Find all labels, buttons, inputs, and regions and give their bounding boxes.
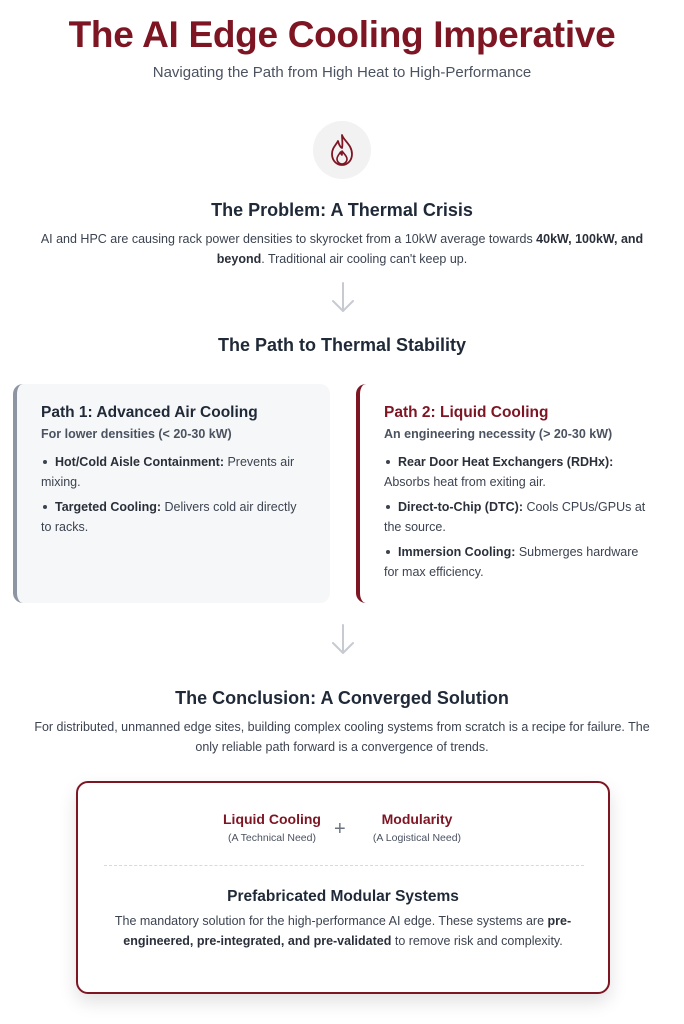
flame-icon — [326, 133, 358, 167]
path-2-subtitle: An engineering necessity (> 20-30 kW) — [384, 427, 613, 441]
problem-text-before: AI and HPC are causing rack power densities to skyrocket from a 10kW average towards — [40, 232, 537, 246]
liquid-cooling-note: (A Technical Need) — [228, 832, 316, 844]
conclusion-text: For distributed, unmanned edge sites, building complex cooling systems from scratch is a recipe for failure. The only reliable path forward is a convergence of trends. — [34, 720, 650, 754]
list-item — [384, 453, 650, 492]
list-item — [41, 498, 308, 537]
list-item-text: Cools CPUs/GPUs at the source. — [384, 500, 646, 534]
problem-text-after: . Traditional air cooling can't keep up. — [261, 252, 468, 266]
solution-desc-before: The mandatory solution for the high-performance AI edge. These systems are — [114, 914, 548, 928]
plus-icon: + — [334, 818, 346, 840]
path-1-subtitle: For lower densities (< 20-30 kW) — [41, 427, 232, 441]
arrow-down-icon — [329, 280, 357, 316]
solution-title: Prefabricated Modular Systems — [227, 888, 459, 905]
modularity-note: (A Logistical Need) — [372, 832, 462, 844]
solution-description — [100, 911, 586, 951]
list-item-bold: Immersion Cooling: — [398, 545, 516, 559]
page-title: The AI Edge Cooling Imperative — [68, 14, 616, 55]
list-item-text: Prevents air mixing. — [41, 455, 295, 489]
modularity-need — [358, 811, 476, 844]
problem-text-bold: 40kW, 100kW, and beyond — [216, 232, 644, 266]
path-2-title: Path 2: Liquid Cooling — [384, 404, 549, 421]
problem-heading: The Problem: A Thermal Crisis — [211, 200, 473, 220]
list-item-bold: Direct-to-Chip (DTC): — [398, 500, 523, 514]
path-heading: The Path to Thermal Stability — [217, 335, 467, 355]
list-item-bold: Rear Door Heat Exchangers (RDHx): — [398, 455, 614, 469]
page-subtitle: Navigating the Path from High Heat to High-Performance — [152, 64, 532, 81]
divider — [104, 865, 584, 866]
liquid-cooling-label: Liquid Cooling — [223, 811, 321, 827]
flame-badge — [313, 121, 371, 179]
conclusion-heading: The Conclusion: A Converged Solution — [175, 688, 509, 708]
list-item — [41, 453, 308, 492]
modularity-label: Modularity — [381, 811, 453, 827]
list-item — [384, 543, 650, 582]
problem-text — [34, 229, 650, 269]
list-item-bold: Hot/Cold Aisle Containment: — [55, 455, 224, 469]
solution-desc-bold: pre-engineered, pre-integrated, and pre-validated — [123, 914, 572, 948]
path-1-title: Path 1: Advanced Air Cooling — [41, 404, 258, 421]
path-1-list — [41, 453, 308, 537]
list-item — [384, 498, 650, 537]
list-item-bold: Targeted Cooling: — [55, 500, 162, 514]
path-2-card — [356, 384, 672, 603]
arrow-down-icon — [329, 622, 357, 658]
list-item-text: Delivers cold air directly to racks. — [41, 500, 297, 534]
solution-desc-after: to remove risk and complexity. — [391, 934, 563, 948]
list-item-text: Submerges hardware for max efficiency. — [384, 545, 639, 579]
path-1-card — [13, 384, 330, 603]
path-2-list — [384, 453, 650, 582]
liquid-cooling-need — [206, 811, 338, 844]
list-item-text: Absorbs heat from exiting air. — [384, 474, 546, 489]
solution-box — [76, 781, 610, 994]
